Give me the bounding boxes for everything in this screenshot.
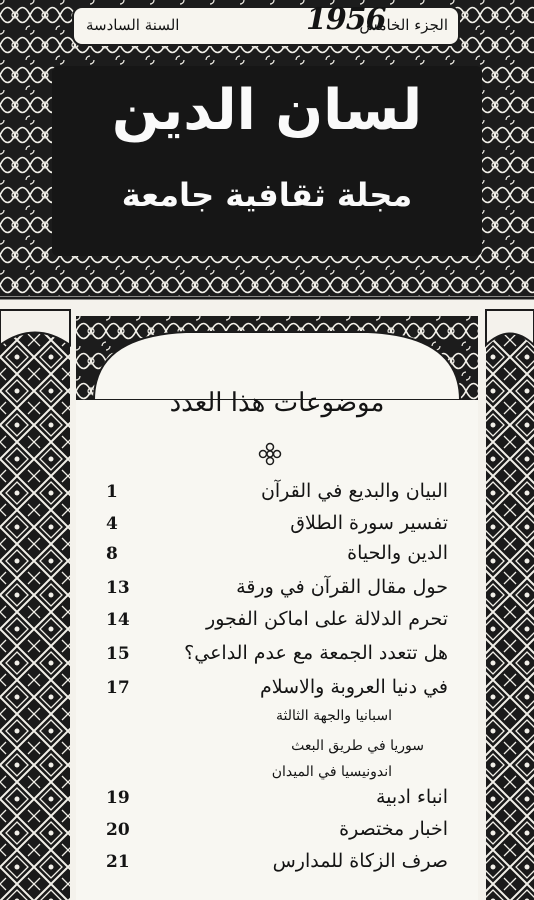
toc-item-title: هل تتعدد الجمعة مع عدم الداعي؟ xyxy=(184,642,448,664)
toc-item-page: 1 xyxy=(106,482,118,502)
toc-item-title: حول مقال القرآن في ورقة xyxy=(236,576,448,598)
toc-row xyxy=(76,480,478,510)
toc-row xyxy=(76,786,478,816)
toc-item-page: 17 xyxy=(106,678,130,698)
toc-row xyxy=(76,850,478,880)
year-number: السنة السادسة xyxy=(86,16,180,34)
toc-item-title: البيان والبديع في القرآن xyxy=(260,480,448,502)
toc-row xyxy=(76,576,478,606)
toc-row xyxy=(76,642,478,672)
toc-row xyxy=(76,676,478,706)
toc-item-page: 13 xyxy=(106,578,130,598)
magazine-title: لسان الدين xyxy=(111,78,423,143)
toc-item-title: في دنيا العروبة والاسلام xyxy=(260,676,448,698)
toc-heading: موضوعات هذا العدد xyxy=(169,388,385,418)
toc-subitem: اندونيسيا في الميدان xyxy=(271,764,392,780)
toc-item-page: 14 xyxy=(106,610,130,630)
flower-ornament-icon xyxy=(258,442,282,466)
toc-item-page: 15 xyxy=(106,644,130,664)
toc-row xyxy=(76,512,478,542)
issue-number: الجزء الخامس xyxy=(359,16,448,34)
toc-item-title: تفسير سورة الطلاق xyxy=(290,512,448,534)
toc-item-page: 20 xyxy=(106,820,130,840)
toc-item-title: تحرم الدلالة على اماكن الفجور xyxy=(206,608,448,630)
toc-row xyxy=(76,542,478,572)
toc-item-page: 4 xyxy=(106,514,118,534)
toc-item-title: صرف الزكاة للمدارس xyxy=(272,850,448,872)
handwritten-year: 1956 xyxy=(306,2,386,37)
toc-item-title: انباء ادبية xyxy=(375,786,448,808)
toc-row xyxy=(76,608,478,638)
toc-subitem: اسبانيا والجهة الثالثة xyxy=(276,708,392,724)
toc-item-page: 8 xyxy=(106,544,118,564)
toc-item-page: 19 xyxy=(106,788,130,808)
toc-item-page: 21 xyxy=(106,852,130,872)
toc-item-title: الدين والحياة xyxy=(347,542,448,564)
magazine-subtitle: مجلة ثقافية جامعة xyxy=(121,176,413,214)
toc-row xyxy=(76,818,478,848)
toc-item-title: اخبار مختصرة xyxy=(339,818,448,840)
toc-subitem: سوريا في طريق البعث xyxy=(291,738,424,754)
issue-info-box xyxy=(72,2,460,46)
